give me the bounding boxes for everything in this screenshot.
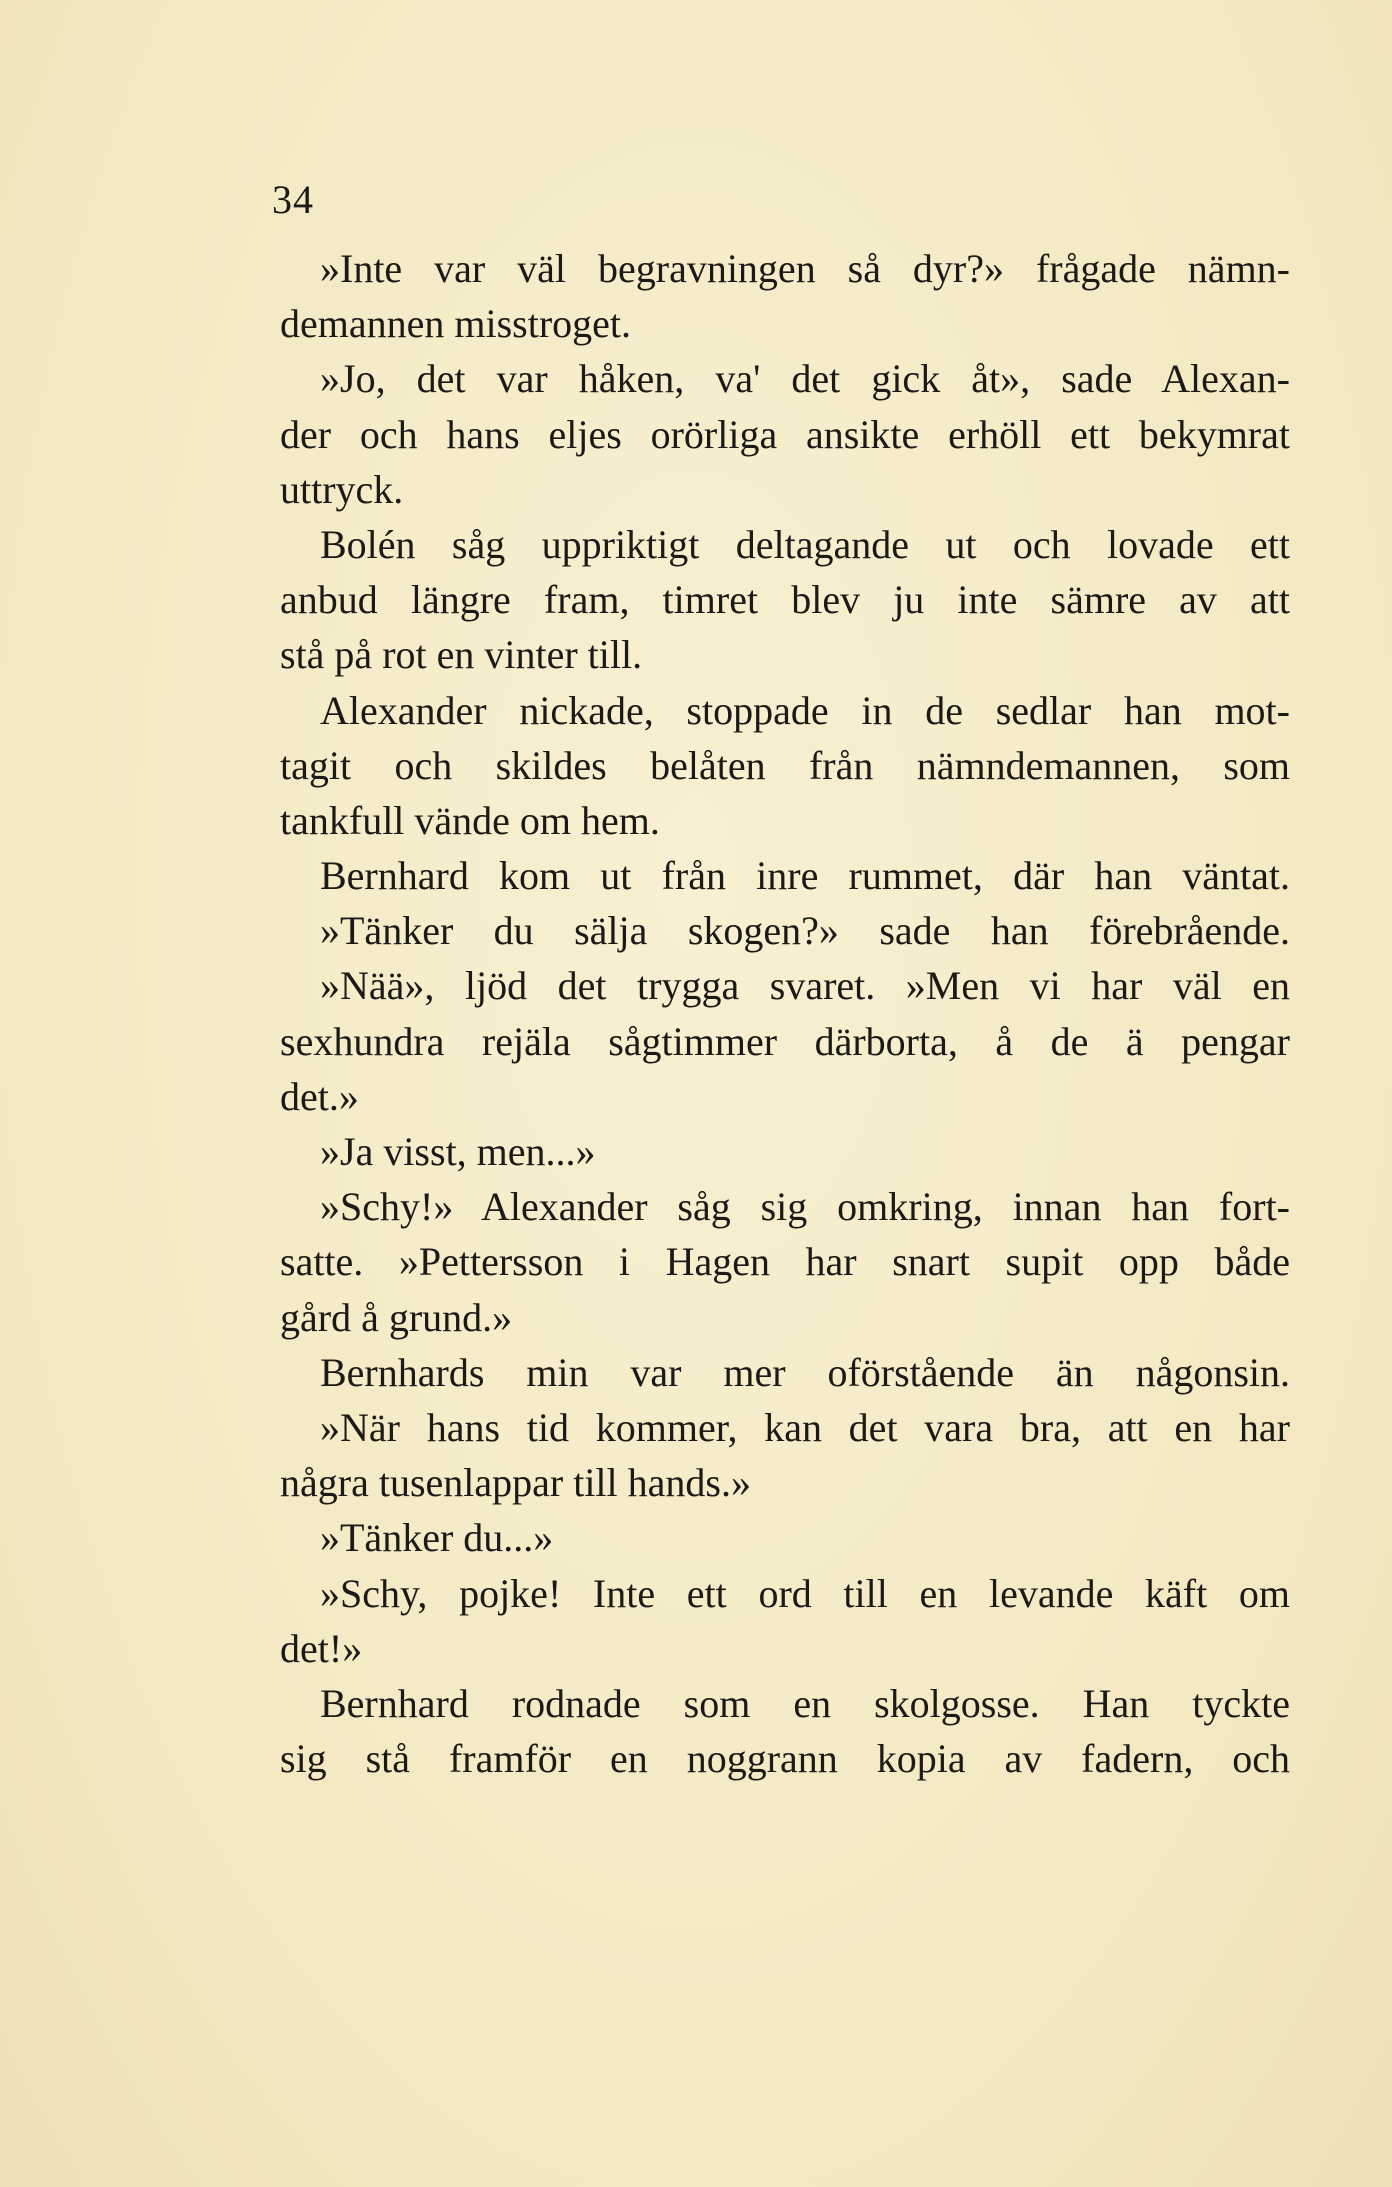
text-line: »Inte var väl begravningen så dyr?» frågade nämn- (320, 246, 1290, 291)
text-line: »Tänker du...» (320, 1515, 554, 1561)
text-line: stå på rot en vinter till. (280, 632, 643, 678)
text-line: »Schy, pojke! Inte ett ord till en levande käft om (320, 1570, 1290, 1616)
text-line: anbud längre fram, timret blev ju inte sämre av att (280, 577, 1290, 623)
text-line: Bernhards min var mer oförstående än någonsin. (320, 1349, 1290, 1395)
text-line: sig stå framför en noggrann kopia av fadern, och (280, 1736, 1290, 1782)
text-line: Bernhard kom ut från inre rummet, där han väntat. (320, 853, 1290, 899)
text-line: demannen misstroget. (280, 301, 632, 347)
text-line: tankfull vände om hem. (280, 797, 660, 843)
body-text (280, 241, 1290, 1786)
text-line: uttryck. (280, 466, 404, 512)
text-line: Bolén såg uppriktigt deltagande ut och lovade ett (320, 521, 1290, 567)
text-line: »Schy!» Alexander såg sig omkring, innan han fort- (320, 1184, 1290, 1230)
text-line: gård å grund.» (280, 1294, 513, 1340)
text-line: Bernhard rodnade som en skolgosse. Han tyckte (320, 1680, 1290, 1726)
text-line: det!» (280, 1625, 363, 1671)
text-line: Alexander nickade, stoppade in de sedlar han mot- (320, 687, 1290, 733)
text-line: der och hans eljes orörliga ansikte erhöll ett bekymrat (280, 411, 1290, 457)
text-line: »När hans tid kommer, kan det vara bra, att en har (320, 1404, 1290, 1450)
text-line: »Ja visst, men...» (320, 1129, 596, 1174)
text-line: tagit och skildes belåten från nämndemannen, som (280, 742, 1290, 788)
text-line: »Tänker du sälja skogen?» sade han förebrående. (320, 908, 1290, 954)
text-line: några tusenlappar till hands.» (280, 1460, 751, 1506)
text-line: »Jo, det var håken, va' det gick åt», sade Alexan- (320, 356, 1290, 402)
text-line: satte. »Pettersson i Hagen har snart supit opp både (280, 1239, 1290, 1285)
text-line: »Nää», ljöd det trygga svaret. »Men vi har väl en (320, 963, 1290, 1009)
text-line: det.» (280, 1073, 359, 1119)
page-number: 34 (272, 177, 314, 222)
text-line: sexhundra rejäla sågtimmer därborta, å de ä pengar (280, 1018, 1290, 1064)
